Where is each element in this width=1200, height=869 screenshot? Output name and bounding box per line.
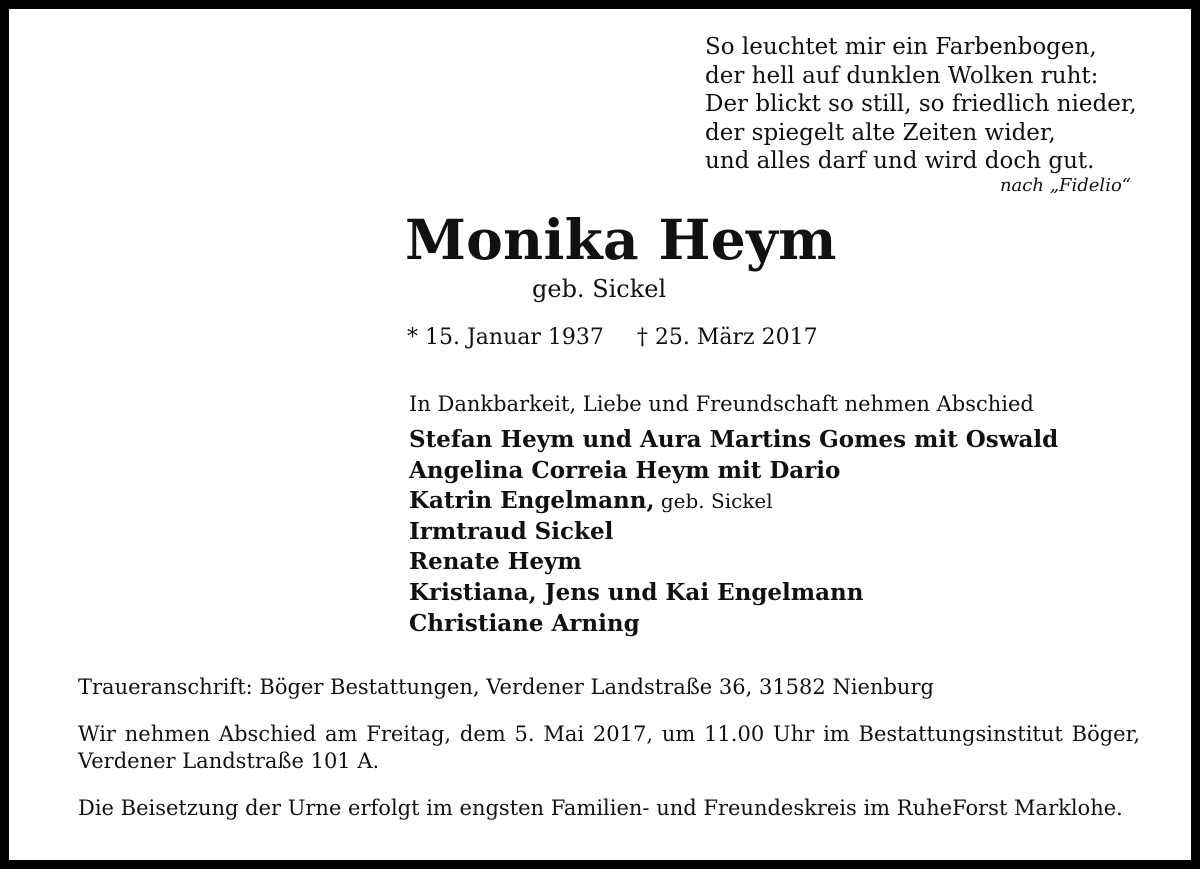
service-info: Wir nehmen Abschied am Freitag, dem 5. Mai 2017, um 11.00 Uhr im Bestattungsinstitut Böger, Verdener Landstraße 101 A. xyxy=(78,722,1140,773)
mourner-note: geb. Sickel xyxy=(654,489,773,514)
poem-source: nach „Fidelio“ xyxy=(999,175,1131,196)
mourner-item xyxy=(409,578,1058,609)
poem-line: der spiegelt alte Zeiten wider, xyxy=(705,119,1056,146)
mourner-name: Irmtraud Sickel xyxy=(409,517,614,545)
poem-line: der hell auf dunklen Wolken ruht: xyxy=(705,62,1099,89)
life-dates xyxy=(407,325,818,350)
deceased-name: Monika Heym xyxy=(405,207,837,272)
death-date: † 25. März 2017 xyxy=(636,325,818,350)
mourner-item xyxy=(409,456,1058,487)
mourner-name: Kristiana, Jens und Kai Engelmann xyxy=(409,578,864,606)
poem-line: und alles darf und wird doch gut. xyxy=(705,148,1095,174)
birth-date: * 15. Januar 1937 xyxy=(407,325,604,350)
mourner-item xyxy=(409,517,1058,548)
poem-quote xyxy=(705,33,1145,176)
mourner-list xyxy=(409,425,1058,639)
mourner-name: Stefan Heym und Aura Martins Gomes mit Oswald xyxy=(409,426,1059,453)
poem-line: Der blickt so still, so friedlich nieder, xyxy=(705,91,1137,117)
mourner-item xyxy=(409,425,1058,456)
mourner-item xyxy=(409,486,1058,517)
mourner-item xyxy=(409,609,1058,640)
mourner-name: Christiane Arning xyxy=(409,609,640,637)
mourner-name: Renate Heym xyxy=(409,548,582,576)
mourner-item xyxy=(409,547,1058,578)
mourning-address: Traueranschrift: Böger Bestattungen, Verdener Landstraße 36, 31582 Nienburg xyxy=(78,675,934,699)
mourner-name: Katrin Engelmann, xyxy=(409,487,655,515)
burial-info: Die Beisetzung der Urne erfolgt im engsten Familien- und Freundeskreis im RuheForst Marklohe. xyxy=(78,796,1123,820)
farewell-intro: In Dankbarkeit, Liebe und Freundschaft nehmen Abschied xyxy=(409,392,1034,416)
poem-line: So leuchtet mir ein Farbenbogen, xyxy=(705,34,1097,60)
mourner-name: Angelina Correia Heym mit Dario xyxy=(409,456,841,484)
maiden-name: geb. Sickel xyxy=(532,275,667,303)
